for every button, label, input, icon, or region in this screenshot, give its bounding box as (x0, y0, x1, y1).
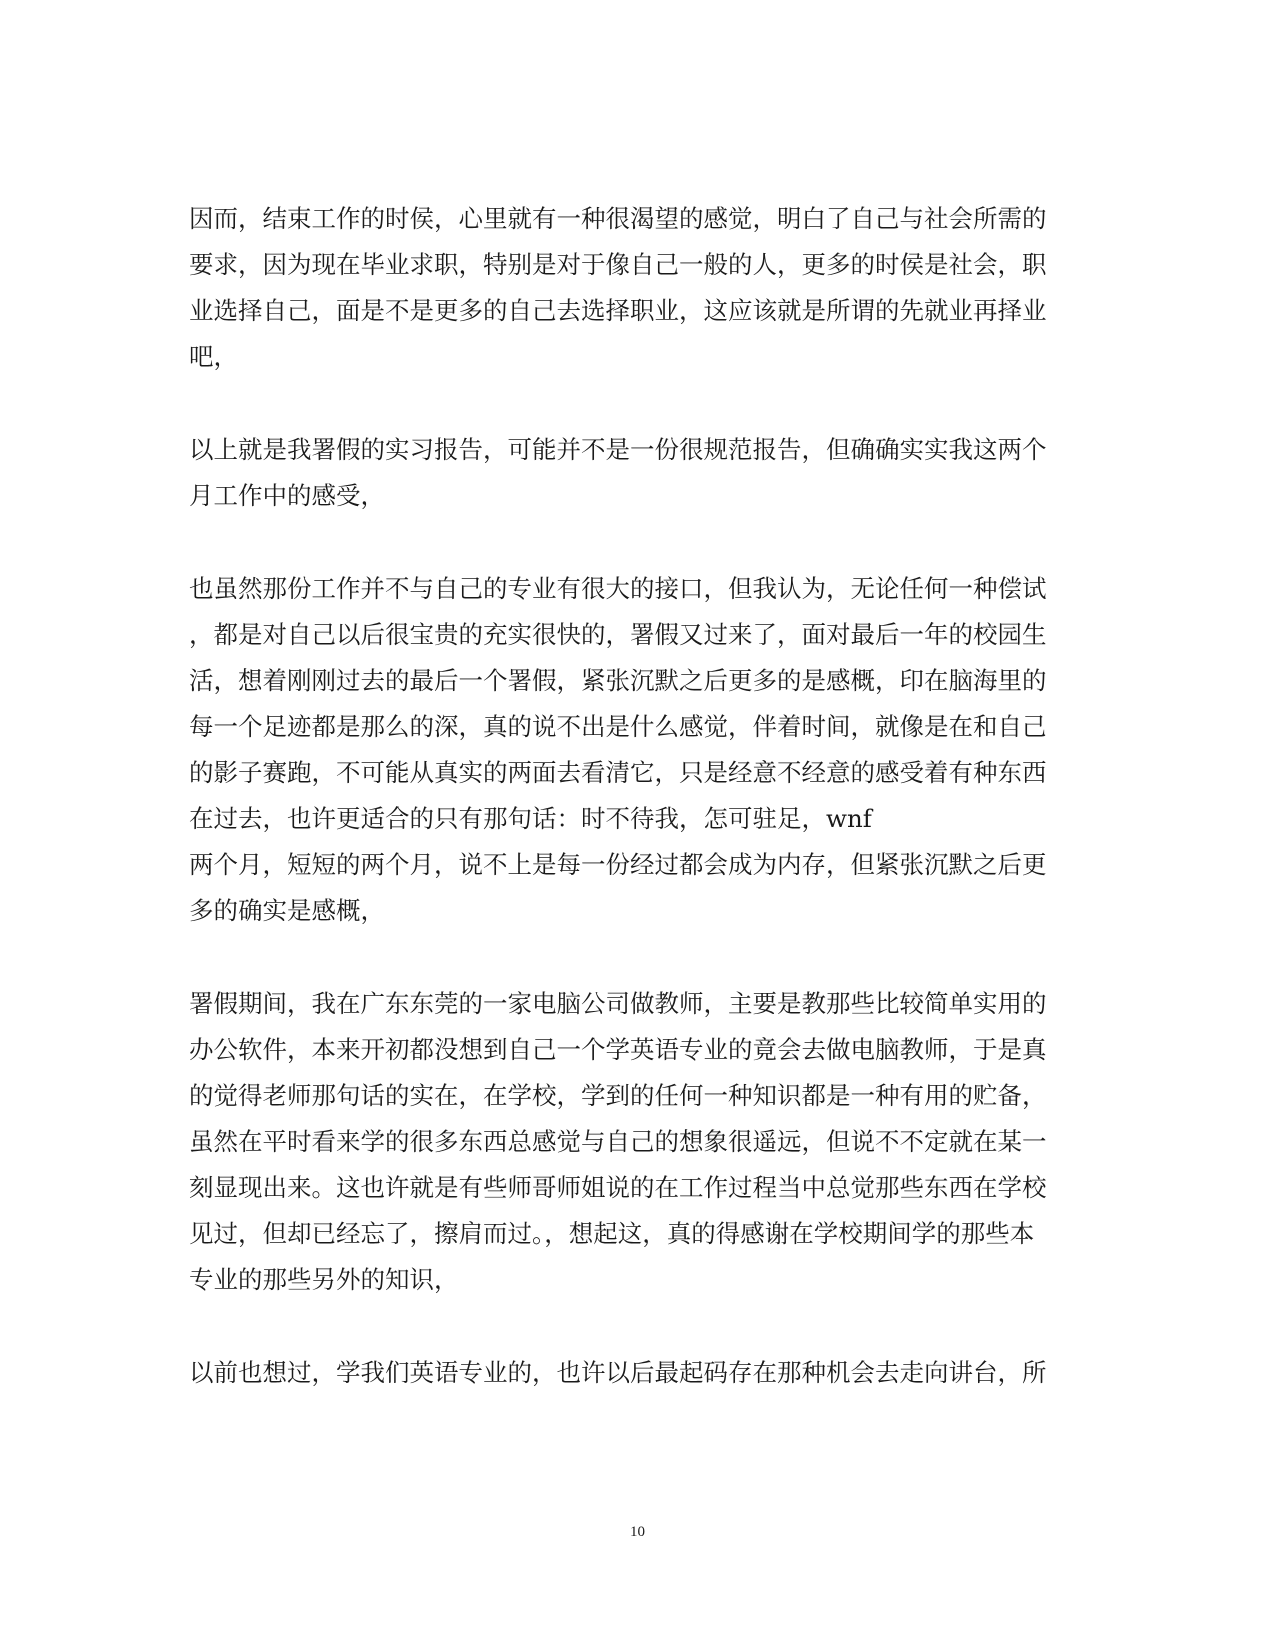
page-number: 10 (630, 1524, 645, 1540)
text-line: 刻显现出来。这也许就是有些师哥师姐说的在工作过程当中总觉那些东西在学校 (189, 1173, 1047, 1202)
text-line: 署假期间，我在广东东莞的一家电脑公司做教师，主要是教那些比较简单实用的 (189, 989, 1047, 1018)
text-line: 活，想着刚刚过去的最后一个署假，紧张沉默之后更多的是感概，印在脑海里的 (189, 666, 1047, 695)
text-line: 多的确实是感概， (189, 896, 385, 925)
text-line: 每一个足迹都是那么的深，真的说不出是什么感觉，伴着时间，就像是在和自己 (189, 712, 1047, 741)
text-line: 要求，因为现在毕业求职，特别是对于像自己一般的人，更多的时侯是社会，职 (189, 250, 1047, 279)
text-line: ，都是对自己以后很宝贵的充实很快的，署假又过来了，面对最后一年的校园生 (189, 620, 1047, 649)
text-line: 业选择自己，面是不是更多的自己去选择职业，这应该就是所谓的先就业再择业 (189, 296, 1047, 325)
text-line: 以上就是我署假的实习报告，可能并不是一份很规范报告，但确确实实我这两个 (189, 435, 1047, 464)
text-line: 以前也想过，学我们英语专业的，也许以后最起码存在那种机会去走向讲台，所 (189, 1358, 1047, 1387)
text-line: 虽然在平时看来学的很多东西总感觉与自己的想象很遥远，但说不不定就在某一 (189, 1127, 1047, 1156)
text-line: 见过，但却已经忘了，擦肩而过。，想起这，真的得感谢在学校期间学的那些本 (189, 1219, 1035, 1248)
text-line: 在过去，也许更适合的只有那句话：时不待我，怎可驻足，wnf (189, 804, 872, 833)
text-line: 因而，结束工作的时侯，心里就有一种很渴望的感觉，明白了自己与社会所需的 (189, 204, 1047, 233)
text-line: 两个月，短短的两个月，说不上是每一份经过都会成为内存，但紧张沉默之后更 (189, 850, 1047, 879)
text-line: 专业的那些另外的知识， (189, 1265, 459, 1294)
text-line: 吧， (189, 342, 238, 371)
text-line: 的觉得老师那句话的实在，在学校，学到的任何一种知识都是一种有用的贮备， (189, 1081, 1047, 1110)
text-line: 也虽然那份工作并不与自己的专业有很大的接口，但我认为，无论任何一种偿试 (189, 574, 1047, 603)
text-line: 办公软件，本来开初都没想到自己一个学英语专业的竟会去做电脑教师，于是真 (189, 1035, 1047, 1064)
text-line: 的影子赛跑，不可能从真实的两面去看清它，只是经意不经意的感受着有种东西 (189, 758, 1047, 787)
text-line: 月工作中的感受， (189, 481, 385, 510)
